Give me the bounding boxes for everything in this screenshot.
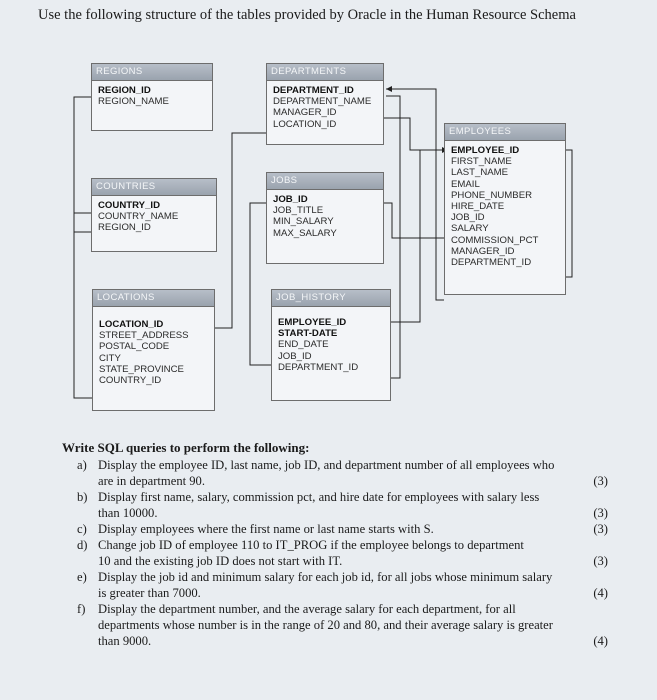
- locations-table: [92, 289, 215, 411]
- locations-field: LOCATION_ID: [99, 319, 164, 330]
- question-item: [62, 601, 608, 649]
- arrowhead-departments: [386, 86, 392, 92]
- question-line: [98, 553, 608, 569]
- question-line: Display the department number, and the average salary for each department, for all: [98, 602, 516, 616]
- question-marks: (4): [593, 634, 608, 648]
- question-number: e): [77, 570, 87, 584]
- employees-table: [444, 123, 566, 295]
- job-history-field: EMPLOYEE_ID: [278, 317, 347, 328]
- regions-field: REGION_NAME: [98, 96, 169, 108]
- question-marks: (3): [593, 506, 608, 520]
- question-marks: (3): [593, 474, 608, 488]
- question-marks: (3): [593, 554, 608, 568]
- employees-field: EMPLOYEE_ID: [451, 145, 520, 156]
- connector-countries-locations: [74, 213, 92, 398]
- locations-field: STREET_ADDRESS: [99, 330, 189, 342]
- employees-table-header: EMPLOYEES: [445, 124, 565, 141]
- departments-field: DEPARTMENT_NAME: [273, 96, 372, 108]
- question-line-text: are in department 90.: [98, 474, 206, 488]
- question-line: Display the job id and minimum salary for each job id, for all jobs whose minimum salary: [98, 570, 553, 584]
- regions-field: REGION_ID: [98, 85, 151, 96]
- employees-field: LAST_NAME: [451, 167, 509, 179]
- countries-table: [91, 178, 217, 252]
- question-item: [62, 537, 608, 569]
- employees-field: COMMISSION_PCT: [451, 234, 539, 246]
- jobs-table: [266, 172, 384, 264]
- question-item: [62, 457, 608, 489]
- employees-field: FIRST_NAME: [451, 156, 512, 168]
- question-line: [98, 505, 608, 521]
- locations-field: POSTAL_CODE: [99, 341, 170, 353]
- question-marks: (3): [593, 522, 608, 536]
- question-line: [98, 585, 608, 601]
- departments-field: MANAGER_ID: [273, 107, 337, 119]
- questions-section: [62, 440, 608, 649]
- countries-field: COUNTRY_ID: [98, 200, 161, 211]
- question-number: a): [77, 458, 87, 472]
- question-line-text: than 9000.: [98, 634, 152, 648]
- employees-field: PHONE_NUMBER: [451, 189, 533, 201]
- question-item: [62, 569, 608, 601]
- question-line: [98, 633, 608, 649]
- locations-field: COUNTRY_ID: [99, 375, 162, 387]
- question-line-text: than 10000.: [98, 506, 158, 520]
- employees-field: MANAGER_ID: [451, 245, 515, 257]
- job-history-table-header: JOB_HISTORY: [272, 290, 390, 307]
- jobs-field: JOB_ID: [273, 194, 308, 205]
- job-history-field: END_DATE: [278, 339, 329, 351]
- question-item: [62, 489, 608, 521]
- question-line: Display the employee ID, last name, job ID, and department number of all employees who: [98, 458, 555, 472]
- question-line: [98, 473, 608, 489]
- regions-table: [91, 63, 213, 131]
- question-line-text: 10 and the existing job ID does not start with IT.: [98, 554, 343, 568]
- question-line: Display first name, salary, commission pct, and hire date for employees with salary less: [98, 490, 540, 504]
- job-history-field: DEPARTMENT_ID: [278, 361, 359, 373]
- jobs-table-header: JOBS: [267, 173, 383, 190]
- connector-departments-employees-id: [386, 89, 444, 300]
- countries-field: COUNTRY_NAME: [98, 211, 179, 223]
- question-number: d): [77, 538, 88, 552]
- regions-table-header: REGIONS: [92, 64, 212, 81]
- departments-field: LOCATION_ID: [273, 118, 337, 130]
- countries-table-header: COUNTRIES: [92, 179, 216, 196]
- jobs-field: MAX_SALARY: [273, 227, 337, 239]
- jobs-field: JOB_TITLE: [273, 205, 324, 217]
- question-line-text: is greater than 7000.: [98, 586, 201, 600]
- question-line-text: Display employees where the first name or last name starts with S.: [98, 522, 434, 536]
- question-number: b): [77, 490, 88, 504]
- job-history-table: [271, 289, 391, 401]
- question-line: [98, 521, 608, 537]
- question-marks: (4): [593, 586, 608, 600]
- questions-title: Write SQL queries to perform the following:: [62, 440, 310, 455]
- employees-field: DEPARTMENT_ID: [451, 257, 532, 269]
- question-number: f): [77, 602, 86, 616]
- question-number: c): [77, 522, 87, 536]
- locations-table-header: LOCATIONS: [93, 290, 214, 307]
- departments-field: DEPARTMENT_ID: [273, 85, 354, 96]
- employees-field: EMAIL: [451, 178, 480, 190]
- employees-field: HIRE_DATE: [451, 201, 505, 213]
- question-item: [62, 521, 608, 537]
- question-line: Change job ID of employee 110 to IT_PROG if the employee belongs to department: [98, 538, 524, 552]
- question-line: departments whose number is in the range of 20 and 80, and their average salary is greater: [98, 618, 553, 632]
- job-history-field: JOB_ID: [278, 350, 312, 362]
- locations-field: STATE_PROVINCE: [99, 363, 184, 375]
- page-heading: Use the following structure of the tables provided by Oracle in the Human Resource Schema: [38, 7, 576, 23]
- employees-field: JOB_ID: [451, 212, 485, 224]
- connector-regions-countries: [74, 97, 91, 232]
- job-history-field: START-DATE: [278, 328, 338, 340]
- employees-field: SALARY: [451, 223, 489, 235]
- countries-field: REGION_ID: [98, 222, 151, 234]
- departments-table-header: DEPARTMENTS: [267, 64, 383, 81]
- departments-table: [266, 63, 384, 145]
- jobs-field: MIN_SALARY: [273, 216, 334, 228]
- locations-field: CITY: [99, 352, 121, 364]
